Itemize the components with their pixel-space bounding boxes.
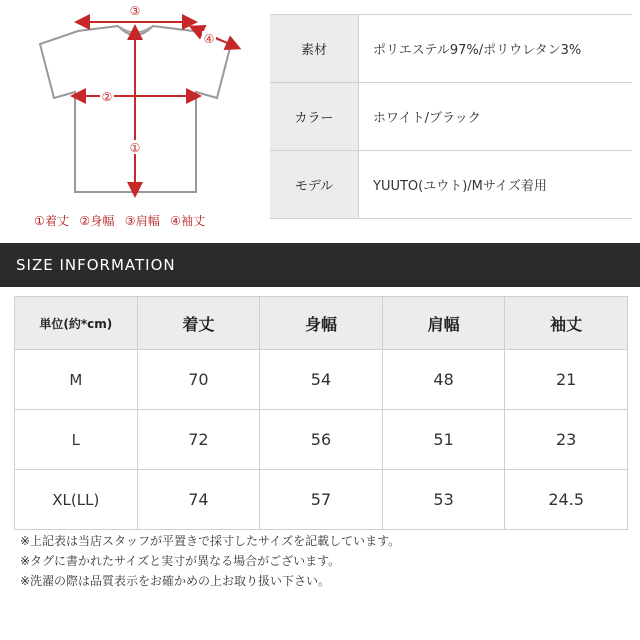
tshirt-outline — [0, 0, 262, 210]
spec-value: ポリエステル97%/ポリウレタン3% — [359, 15, 633, 83]
garment-diagram — [0, 0, 262, 240]
size-label: L — [15, 410, 138, 470]
size-cell: 21 — [505, 350, 628, 410]
header-shoulder: 肩幅 — [382, 297, 505, 350]
size-label: M — [15, 350, 138, 410]
size-cell: 24.5 — [505, 470, 628, 530]
spec-label: 素材 — [270, 15, 359, 83]
spec-row-model — [270, 151, 632, 219]
marker-sleeve: ④ — [203, 32, 215, 46]
note-item: ※洗濯の際は品質表示をお確かめの上お取り扱い下さい。 — [20, 574, 331, 588]
note-item: ※タグに書かれたサイズと実寸が異なる場合がございます。 — [20, 554, 341, 568]
spec-value: YUUTO(ユウト)/Mサイズ着用 — [359, 151, 633, 219]
notes — [20, 531, 400, 591]
spec-label: モデル — [270, 151, 359, 219]
size-cell: 74 — [137, 470, 260, 530]
size-cell: 56 — [260, 410, 383, 470]
size-label: XL(LL) — [15, 470, 138, 530]
size-information-banner — [0, 243, 640, 287]
table-row — [15, 470, 628, 530]
legend-shoulder: ③肩幅 — [124, 214, 161, 228]
legend-sleeve: ④袖丈 — [170, 214, 206, 228]
spec-table — [270, 14, 632, 219]
size-cell: 54 — [260, 350, 383, 410]
size-cell: 51 — [382, 410, 505, 470]
header-sleeve: 袖丈 — [505, 297, 628, 350]
size-table-header — [15, 297, 628, 350]
size-cell: 48 — [382, 350, 505, 410]
legend-chest: ②身幅 — [79, 214, 115, 228]
size-cell: 72 — [137, 410, 260, 470]
table-row — [15, 410, 628, 470]
header-unit: 単位(約*cm) — [15, 297, 138, 350]
spec-row-material — [270, 15, 632, 83]
size-cell: 57 — [260, 470, 383, 530]
size-cell: 23 — [505, 410, 628, 470]
size-table — [14, 296, 628, 530]
measurement-legend — [34, 212, 211, 229]
legend-length: ①着丈 — [34, 214, 70, 228]
spec-label: カラー — [270, 83, 359, 151]
size-cell: 53 — [382, 470, 505, 530]
size-cell: 70 — [137, 350, 260, 410]
spec-row-color — [270, 83, 632, 151]
table-row — [15, 350, 628, 410]
marker-shoulder: ③ — [129, 4, 141, 18]
marker-length: ① — [129, 141, 141, 155]
header-length: 着丈 — [137, 297, 260, 350]
note-item: ※上記表は当店スタッフが平置きで採寸したサイズを記載しています。 — [20, 534, 401, 548]
spec-value: ホワイト/ブラック — [359, 83, 633, 151]
header-chest: 身幅 — [260, 297, 383, 350]
marker-chest: ② — [101, 90, 113, 104]
banner-title: SIZE INFORMATION — [16, 256, 176, 274]
